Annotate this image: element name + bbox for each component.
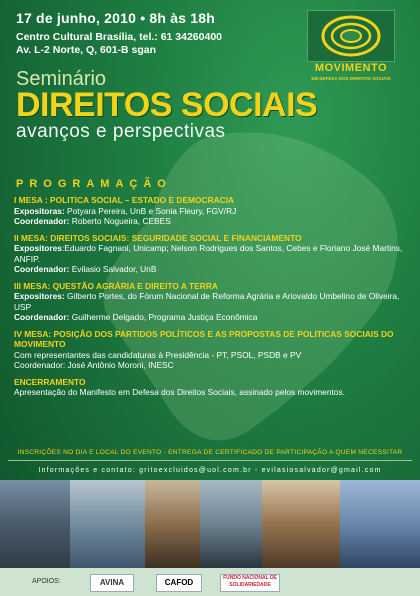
mesa-1-title: I MESA : POLITICA SOCIAL – ESTADO E DEMOCRACIA [14,195,235,205]
logo-box [307,10,395,62]
mesa-3-speakers [14,291,410,312]
mesa-2-coordinator-text: Evilasio Salvador, UnB [69,264,157,274]
registration-note: INSCRIÇÕES NO DIA E LOCAL DO EVENTO - ENTREGA DE CERTIFICADO DE PARTICIPAÇÃO A QUEM NECESSITAR [17,449,403,456]
sponsor-cafod: CAFOD [156,574,202,592]
mesa-4-title: IV MESA: POSIÇÃO DOS PARTIDOS POLÍTICOS E AS PROPOSTAS DE POLITICAS SOCIAIS DO MOVIMENTO [14,328,394,349]
mesa-2-coordinator [14,264,410,275]
sponsor-solidariedade-name: SOLIDARIEDADE [229,582,271,588]
mesa-3-coordinator-text: Guilherme Delgado, Programa Justiça Econômica [69,312,258,322]
mesa-1-coordinator [14,216,410,227]
mesa-1-speakers-text: Potyara Pereira, UnB e Sonia Fleury, FGV/RJ [64,205,237,216]
movimento-logo [304,10,398,86]
event-address: Av. L-2 Norte, Q, 601-B sgan [16,44,157,56]
sponsor-solidariedade-sub: FUNDO NACIONAL DE [223,575,277,581]
movement-logo-icon [308,11,394,61]
mesa-2-speakers-label: Expositores [14,243,62,253]
seminar-subtitle: avanços e perspectivas [16,121,226,142]
encerramento-title: ENCERRAMENTO [14,376,86,387]
mesa-2 [14,233,410,275]
contact-info: Informações e contato: gritoexcluidos@uol.com.br - evilasiosalvador@gmail.com [38,467,382,474]
seminar-main-title: DIREITOS SOCIAIS [16,86,318,124]
mesa-2-speakers-text: :Eduardo Fagnani, Unicamp; Nelson Rodrigues dos Santos, Cebes e Floriano José Martins, ANFIP. [14,243,403,264]
street-demonstration-photo [0,480,70,568]
mesa-4-coordinator: Coordenador: José Antônio Moroni, INESC [14,360,174,370]
mesa-3-speakers-text: Gilberto Portes, do Fórum Nacional de Reforma Agrária e Ariovaldo Umbelino de Oliveira, USP [14,291,400,312]
seminar-label: Seminário [16,68,107,90]
seminar-title-block [16,68,317,143]
mesa-1-coordinator-text: Roberto Nogueira, CEBES [69,216,171,226]
event-date-time: 17 de junho, 2010 • 8h às 18h [16,10,216,26]
sponsors-footer [0,568,420,596]
mesa-1 [14,195,410,227]
elderly-man-photo [200,480,262,568]
mesa-4 [14,329,410,371]
program-content [14,195,410,404]
mesa-3-coordinator [14,312,410,323]
sponsors-label: APOIOS: [32,578,61,585]
mesa-3 [14,281,410,323]
mesa-2-speakers [14,243,410,264]
mesa-4-representatives: Com representantes das candidaturas à Presidência - PT, PSOL, PSDB e PV [14,349,302,360]
event-venue: Centro Cultural Brasília, tel.: 61 34260400 [16,31,223,43]
mesa-1-coordinator-label: Coordenador: [14,216,70,226]
mesa-1-speakers-label: Expositoras: [14,205,65,216]
programacao-heading: PROGRAMAÇÃO [16,178,172,190]
logo-subtitle: EM DEFESA DOS DIREITOS SOCIAIS [311,76,391,81]
sponsor-avina: AVINA [90,574,134,592]
photo-strip [0,480,420,568]
encerramento-text: Apresentação do Manifesto em Defesa dos Direitos Sociais, assinado pelos movimentos. [14,387,345,397]
mesa-3-coordinator-label: Coordenador: [14,312,70,322]
mesa-3-title: III MESA: QUESTÃO AGRÁRIA E DIREITO A TERRA [14,280,218,291]
mesa-2-coordinator-label: Coordenador: [14,264,70,274]
divider [8,460,412,461]
mesa-2-title: II MESA: DIREITOS SOCIAIS: SEGURIDADE SOCIAL E FINANCIAMENTO [14,232,302,243]
people-photo [145,480,200,568]
children-photo [340,480,420,568]
logo-name: MOVIMENTO [314,62,388,74]
mesa-3-speakers-label: Expositores: [14,291,65,301]
sponsor-solidariedade [220,574,280,592]
mesa-1-speakers [14,206,410,217]
group-photo [262,480,340,568]
event-header [16,10,222,57]
encerramento [14,377,410,398]
crowd-hall-photo [70,480,145,568]
